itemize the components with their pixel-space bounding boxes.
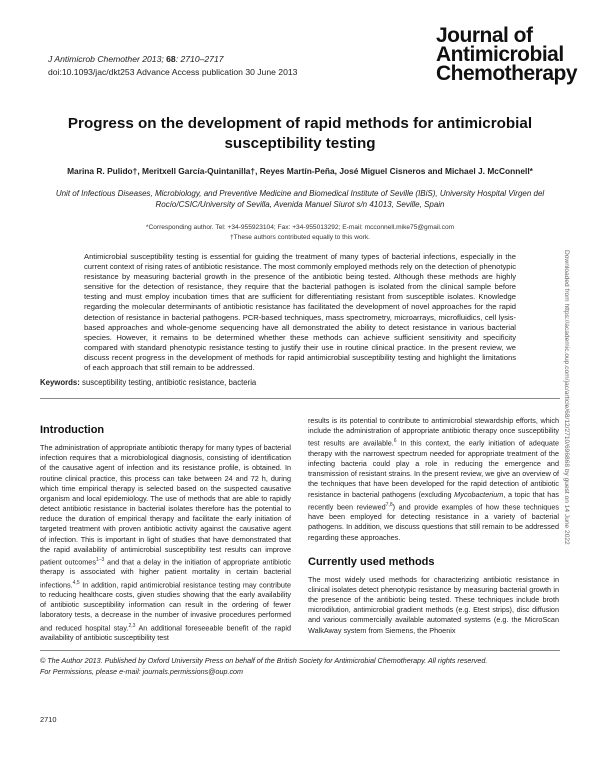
copyright-notice: © The Author 2013. Published by Oxford University Press on behalf of the British Society for Antimicrobial Chemotherapy. All rights reserved. bbox=[40, 656, 488, 665]
right-text-4: ) and provide examples of how these techniques have been employed for detecting resistance in a variety of bacterial pathogens. In addition, we discuss questions that still remain to be addressed regarding these approaches. bbox=[308, 502, 559, 542]
logo-line-1: Journal of bbox=[436, 24, 533, 47]
logo-line-2: Antimicrobial bbox=[436, 43, 564, 66]
intro-continuation-paragraph bbox=[308, 416, 559, 543]
methods-heading: Currently used methods bbox=[308, 555, 435, 568]
permissions-notice[interactable]: For Permissions, please e-mail: journals.permissions@oup.com bbox=[40, 667, 244, 676]
genus-name: Mycobacterium bbox=[454, 489, 504, 499]
intro-text-2: and that a delay in the initiation of appropriate antibiotic therapy is associated with higher patient mortality in certain bacterial infections. bbox=[40, 557, 291, 589]
section-divider bbox=[40, 398, 560, 399]
intro-text-1: The administration of appropriate antibiotic therapy for many types of bacterial infection requires that a microbiological diagnosis, consisting of identification of the causative agent of infection and its resistance profile, is obtained. In routine clinical practice, this process can take between 24 and 72 h, during which time empirical therapy is selected based on the suspected causative organism and local epidemiology. The use of methods that are able to rapidly detect antibiotic resistance in bacterial isolates therefore has the potential to reduce the duration of empirical therapy and facilitate the early initiation of targeted treatment with proven antibiotic activity against the causative agent of infection. This is important in light of studies that have demonstrated that the rapid availability of antimicrobial susceptibility test results can improve patient outcomes bbox=[40, 443, 291, 567]
introduction-heading: Introduction bbox=[40, 424, 105, 436]
intro-text-4: An additional foreseeable benefit of the rapid availability of antibiotic susceptibility test bbox=[40, 623, 291, 643]
affiliation: Unit of Infectious Diseases, Microbiology, and Preventive Medicine and Biomedical Institute of Seville (IBiS), University Hospital Virgen del Rocío/CSIC/University of Sevilla, Avenida Manuel Siurot s/n 41013, Seville, Spain bbox=[55, 189, 545, 209]
right-column bbox=[308, 416, 559, 636]
journal-year: 2013; bbox=[142, 54, 164, 64]
logo-line-3: Chemotherapy bbox=[436, 62, 578, 85]
keywords-label: Keywords: bbox=[40, 378, 80, 387]
citation-ref[interactable]: 4,5 bbox=[72, 579, 80, 586]
keywords-list: susceptibility testing, antibiotic resistance, bacteria bbox=[79, 378, 257, 387]
copyright-footer bbox=[40, 655, 560, 677]
keywords bbox=[40, 378, 560, 387]
left-column bbox=[40, 425, 291, 643]
citation-ref[interactable]: 6 bbox=[393, 438, 397, 445]
footer-divider bbox=[40, 650, 560, 651]
equal-contribution-note: †These authors contributed equally to this work. bbox=[229, 233, 370, 241]
citation-ref[interactable]: 1–3 bbox=[95, 556, 105, 563]
abstract: Antimicrobial susceptibility testing is essential for guiding the treatment of many types of bacterial infections, especially in the current context of rising rates of antibiotic resistance. The most commonly employed methods rely on the detection of phenotypic resistance by measuring bacterial growth in the presence of the antibiotic being tested. Although these methods are highly sensitive for the detection of resistance, they require that the bacterial pathogen is isolated from the clinical sample before testing and must employ incubation times that are sufficient for differentiating resistant from susceptible isolates. Knowledge regarding the molecular determinants of antibiotic resistance has facilitated the development of novel approaches for the rapid detection of resistance in bacterial pathogens. PCR-based techniques, mass spectrometry, microarrays, microfluidics, cell lysis-based approaches and whole-genome sequencing have all demonstrated the ability to detect resistance in various bacterial species. However, it remains to be determined whether these methods can achieve sufficient sensitivity and specificity compared with standard phenotypic resistance testing to justify their use in routine clinical practice. In the present review, we discuss recent progress in the development of methods for rapid antimicrobial susceptibility testing and highlight the limitations of each approach that still remain to be addressed. bbox=[84, 252, 516, 373]
corresponding-author: *Corresponding author. Tel: +34-955923104; Fax: +34-955013292; E-mail: mcconnell.mike75@gmail.com bbox=[145, 224, 455, 231]
doi-line: doi:10.1093/jac/dkt253 Advance Access publication 30 June 2013 bbox=[48, 67, 298, 77]
right-text-2: In this context, the early initiation of adequate therapy with the narrowest spectrum needed for appropriate treatment of the infecting bacteria could play a role in reducing the emergence and transmission of resistant strains. In the present review, we give an overview of the techniques that have been developed for the rapid detection of antibiotic resistance in bacterial pathogens (excluding bbox=[308, 438, 559, 499]
journal-abbrev: J Antimicrob Chemother bbox=[48, 54, 140, 64]
journal-pages: : 2710–2717 bbox=[175, 54, 224, 64]
journal-logo bbox=[436, 26, 586, 83]
right-text-1: results is its potential to contribute to antimicrobial stewardship efforts, which include the administration of appropriate antibiotic therapy once susceptibility test results are available. bbox=[308, 416, 559, 448]
correspondence bbox=[60, 223, 540, 242]
intro-text-3: In addition, rapid antimicrobial resistance testing may contribute to reducing healthcare costs, given studies showing that the early availability of antibiotic susceptibility information can result in the ordering of fewer laboratory tests, a decrease in the number of invasive procedures performed and reduced hospital stay. bbox=[40, 580, 291, 633]
journal-citation bbox=[48, 53, 408, 79]
citation-ref[interactable]: 2,3 bbox=[128, 622, 136, 629]
article-title: Progress on the development of rapid methods for antimicrobial susceptibility testing bbox=[67, 115, 533, 152]
download-watermark: Downloaded from https://academic.oup.com/jac/article/68/12/2710/696868 by guest on 14 June 2022 bbox=[563, 250, 570, 545]
author-list: Marina R. Pulido†, Meritxell García-Quintanilla†, Reyes Martín-Peña, José Miguel Cisneros and Michael J. McConnell* bbox=[67, 166, 533, 176]
journal-volume: 68 bbox=[166, 54, 176, 64]
page-number: 2710 bbox=[40, 715, 57, 724]
right-text-3: , a topic that has recently been reviewed bbox=[308, 489, 560, 512]
citation-ref[interactable]: 7,8 bbox=[385, 501, 393, 508]
introduction-paragraph bbox=[40, 443, 291, 643]
methods-paragraph: The most widely used methods for characterizing antibiotic resistance in clinical isolates detect phenotypic resistance by measuring bacterial growth in the presence of the antibiotic being tested. These techniques include broth microdilution, antimicrobial gradient methods (e.g. Etest strips), disc diffusion and various commercially available automated systems (e.g. the MicroScan WalkAway system from Siemens, the Phoenix bbox=[308, 574, 559, 635]
